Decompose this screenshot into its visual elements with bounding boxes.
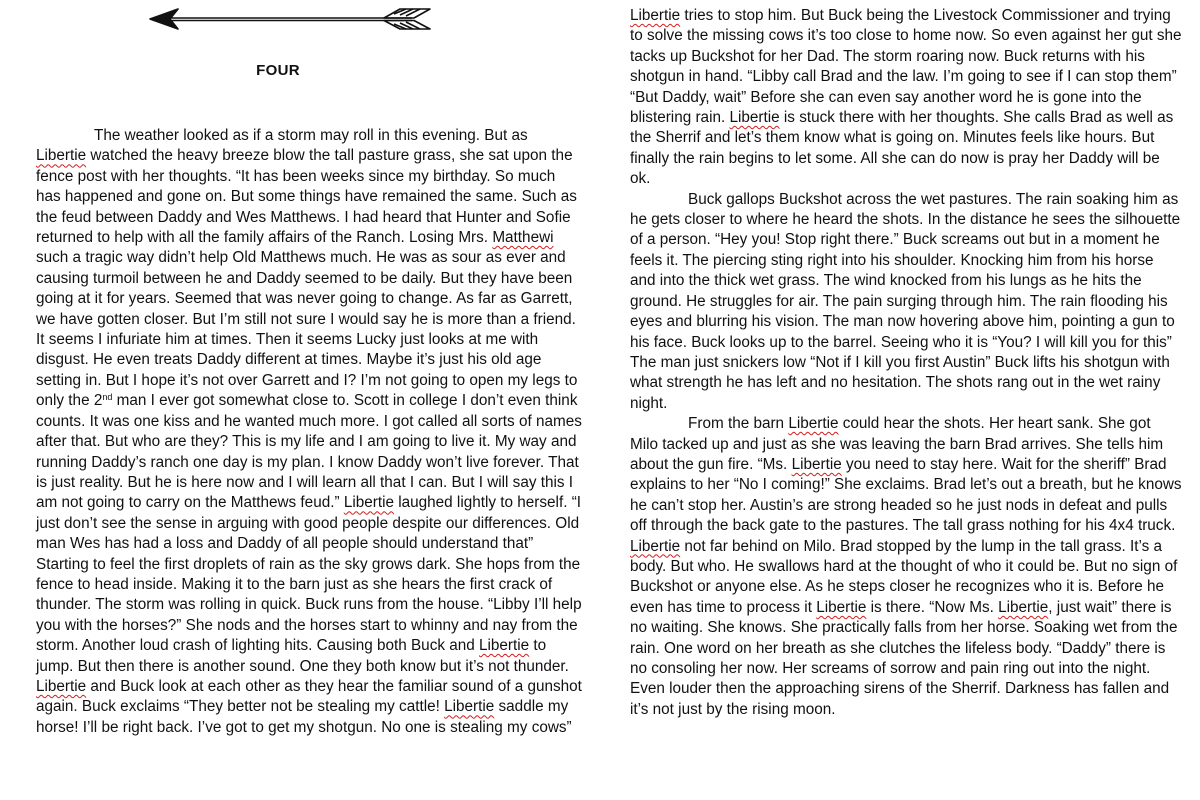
chapter-title: FOUR bbox=[256, 62, 300, 79]
spellcheck-flag: Matthewi bbox=[492, 229, 554, 247]
spellcheck-flag: Libertie bbox=[630, 537, 681, 555]
spellcheck-flag: Libertie bbox=[444, 698, 495, 716]
right-paragraph-1: Libertie tries to stop him. But Buck being the Livestock Commissioner and trying to solve the missing cows it’s too close to home now. So even against her gut she tacks up Buckshot for her Dad. The storm roaring now. Buck returns with his shotgun in hand. “Libby call Brad and the law. I’m going to see if I can stop them” “But Daddy, wait” Before she can even say another word he is gone into the blistering rain. Libertie is stuck there with her thoughts. She calls Brad as well as the Sherrif and let’s them know what is going on. Minutes feels like hours. But finally the rain begins to let some. All she can do now is pray her Daddy will be ok. bbox=[630, 7, 1182, 188]
spellcheck-flag: Libertie bbox=[729, 109, 780, 127]
spellcheck-flag: Libertie bbox=[788, 415, 839, 433]
left-column-text bbox=[36, 126, 582, 738]
right-paragraph-2: Buck gallops Buckshot across the wet pastures. The rain soaking him as he gets closer to where he heard the shots. In the distance he sees the silhouette of a person. “Hey you! Stop right there.” Buck screams out but in a moment he feels it. The piercing sting right into his shoulder. Knocking him from his horse and into the thick wet grass. The wind knocked from his lungs as he hits the ground. He struggles for air. The pain surging through him. The rain flooding his eyes and blurring his vision. The man now hovering above him, pointing a gun to his face. Buck looks up to the barrel. Seeing who it is “You? I will kill you for this” The man just snickers low “Not if I kill you first Austin” Buck lifts his shotgun with what strength he has left and no hesitation. The shots rang out in the wet rainy night. bbox=[630, 190, 1181, 412]
right-column-text bbox=[630, 6, 1182, 720]
spellcheck-flag: Libertie bbox=[36, 677, 87, 695]
left-paragraph: The weather looked as if a storm may roll in this evening. But as Libertie watched the heavy breeze blow the tall pasture grass, she sat upon the fence post with her thoughts. “It has been weeks since my birthday. So much has happened and gone on. But some things have remained the same. Such as the feud between Daddy and Wes Matthews. I had heard that Hunter and Sofie returned to help with all the family affairs of the Ranch. Losing Mrs. Matthewi such a tragic way didn’t help Old Matthews much. He was as sour as ever and causing turmoil between he and Daddy seemed to be daily. But they have been going at it for years. Seemed that was never going to change. As far as Garrett, we have gotten closer. But I’m still not sure I would say he is more than a friend. It seems I infuriate him at times. Then it seems Lucky just looks at me with disgust. He even treats Daddy different at times. Maybe it’s just his old age setting in. But I hope it’s not over Garrett and I? I’m not going to open my legs to only the 2nd man I ever got somewhat close to. Scott in college I don’t even think counts. It was one kiss and he wanted much more. I got called all sorts of names after that. But who are they? This is my life and I am going to live it. My way and running Daddy’s ranch one day is my plan. I know Daddy won’t live forever. That is just reality. But he is here now and I will learn all that I can. But I will say this I am not going to carry on the Matthews feud.” Libertie laughed lightly to herself. “I just don’t see the sense in arguing with good people despite our differences. Old man Wes has had a loss and Daddy of all people should understand that” Starting to feel the first droplets of rain as the sky grows dark. She hops from the fence to head inside. Making it to the barn just as she hears the first crack of thunder. The storm was rolling in quick. Buck runs from the house. “Libby I’ll help you with the horses?” She nods and the horses start to whinny and nay from the storm. Another loud crash of lighting hits. Causing both Buck and Libertie to jump. But then there is another sound. One they both know but it’s not thunder. Libertie and Buck look at each other as they hear the familiar sound of a gunshot again. Buck exclaims “They better not be stealing my cattle! Libertie saddle my horse! I’ll be right back. I’ve got to get my shotgun. No one is stealing my cows” bbox=[36, 127, 582, 736]
spellcheck-flag: Libertie bbox=[479, 637, 530, 655]
spellcheck-flag: Libertie bbox=[36, 147, 87, 165]
spellcheck-flag: Libertie bbox=[630, 7, 681, 24]
spellcheck-flag: Libertie bbox=[343, 494, 394, 512]
right-page bbox=[600, 0, 1200, 800]
spellcheck-flag: Libertie bbox=[791, 455, 842, 473]
spellcheck-flag: Libertie bbox=[998, 598, 1049, 616]
spellcheck-flag: Libertie bbox=[816, 598, 867, 616]
right-paragraph-3: From the barn Libertie could hear the shots. Her heart sank. She got Milo tacked up and just as she was leaving the barn Brad arrives. She tells him about the gun fire. “Ms. Libertie you need to stay here. Wait for the sheriff” Brad explains to her “No I coming!” She exclaims. Brad let’s out a breath, but he knows he can’t stop her. Austin’s are strong headed so he just nods in defeat and pulls off through the back gate to the pastures. The tall grass nothing for his 4x4 truck. Libertie not far behind on Milo. Brad stopped by the lump in the tall grass. It’s a body. But who. He swallows hard at the thought of who it could be. But no sign of Buckshot or anyone else. As he steps closer he recognizes who it is. Before he even has time to process it Libertie is there. “Now Ms. Libertie, just wait” there is no waiting. She knows. She practically falls from her horse. Soaking wet from the rain. One word on her breath as she clutches the lifeless body. “Daddy” there is no consoling her now. Her screams of sorrow and pain ring out into the night. Even louder then the approaching sirens of the Sherrif. Darkness has fallen and it’s not just by the rising moon. bbox=[630, 415, 1182, 718]
arrow-ornament-icon bbox=[148, 6, 432, 32]
